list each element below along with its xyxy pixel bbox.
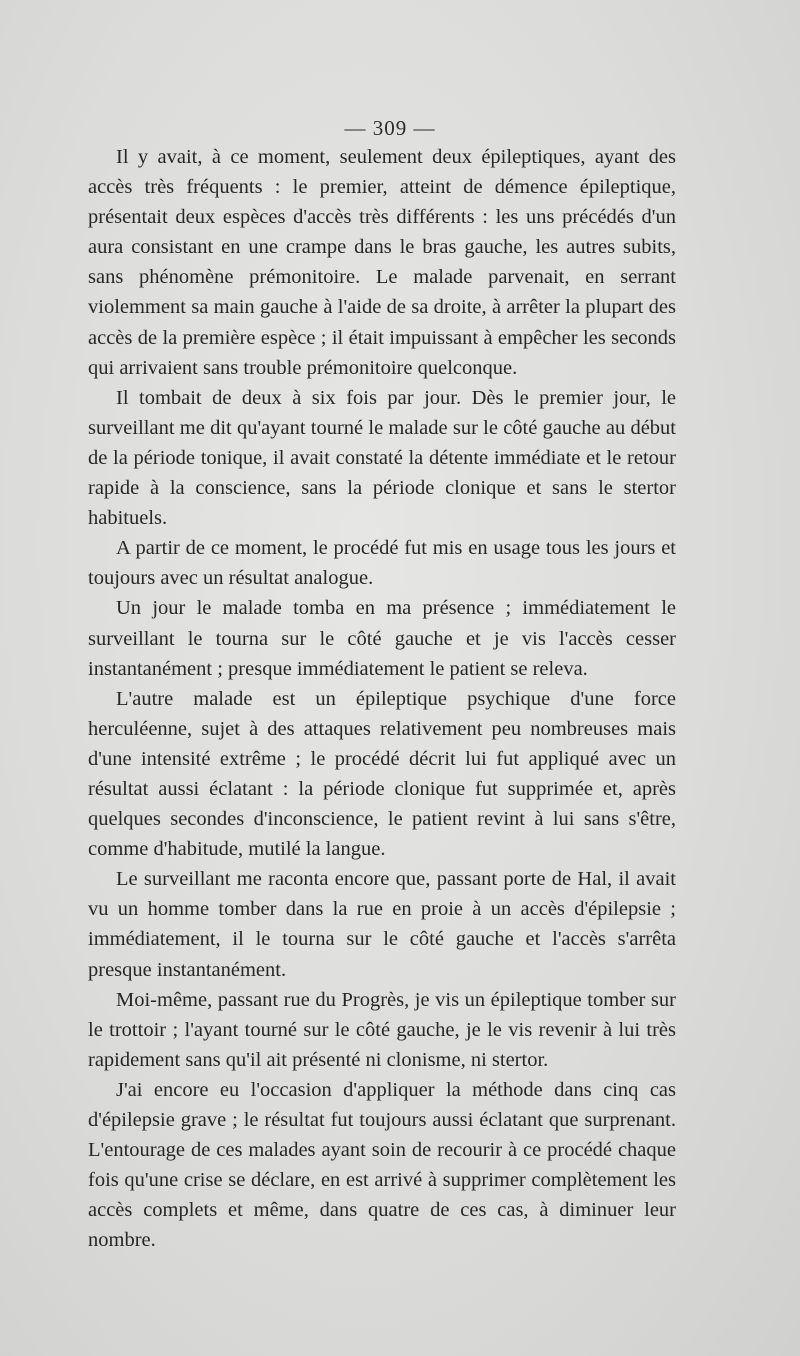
- page-number: — 309 —: [344, 116, 436, 140]
- paragraph: Il y avait, à ce moment, seulement deux épileptiques, ayant des accès très fréquents : le premier, atteint de démence épileptique, présentait deux espèces d'accès très différents : les uns précédés d'un aura consistant en une crampe dans le bras gauche, les autres subits, sans phénomène prémonitoire. Le malade parvenait, en serrant violemment sa main gauche à l'aide de sa droite, à arrêter la plupart des accès de la première espèce ; il était impuissant à empêcher les seconds qui arrivaient sans trouble prémonitoire quelconque.: [88, 146, 676, 379]
- paragraph: Le surveillant me raconta encore que, passant porte de Hal, il avait vu un homme tomber dans la rue en proie à un accès d'épilepsie ; immédiatement, il le tourna sur le côté gauche et l'accès s'arrêta presque instantanément.: [88, 868, 676, 981]
- paragraph: Un jour le malade tomba en ma présence ; immédiatement le surveillant le tourna sur le côté gauche et je vis l'accès cesser instantanément ; presque immédiatement le patient se releva.: [88, 597, 676, 680]
- paragraph: Il tombait de deux à six fois par jour. Dès le premier jour, le surveillant me dit qu'ayant tourné le malade sur le côté gauche au début de la période tonique, il avait constaté la détente immédiate et le retour rapide à la conscience, sans la période clonique et sans le stertor habituels.: [88, 386, 676, 530]
- paragraph: Moi-même, passant rue du Progrès, je vis un épileptique tomber sur le trottoir ; l'ayant tourné sur le côté gauche, je le vis revenir à lui très rapidement sans qu'il ait présenté ni clonisme, ni stertor.: [88, 988, 676, 1071]
- paragraph: A partir de ce moment, le procédé fut mis en usage tous les jours et toujours avec un résultat analogue.: [88, 537, 676, 590]
- paragraph: L'autre malade est un épileptique psychique d'une force herculéenne, sujet à des attaques relativement peu nombreuses mais d'une intensité extrême ; le procédé décrit lui fut appliqué avec un résultat aussi éclatant : la période clonique fut supprimée et, après quelques secondes d'inconscience, le patient revint à lui sans s'être, comme d'habitude, mutilé la langue.: [88, 687, 676, 861]
- body-text: [88, 142, 676, 1255]
- paragraph: J'ai encore eu l'occasion d'appliquer la méthode dans cinq cas d'épilepsie grave ; le résultat fut toujours aussi éclatant que surprenant. L'entourage de ces malades ayant soin de recourir à ce procédé chaque fois qu'une crise se déclare, en est arrivé à supprimer complètement les accès complets et même, dans quatre de ces cas, à diminuer leur nombre.: [88, 1078, 676, 1252]
